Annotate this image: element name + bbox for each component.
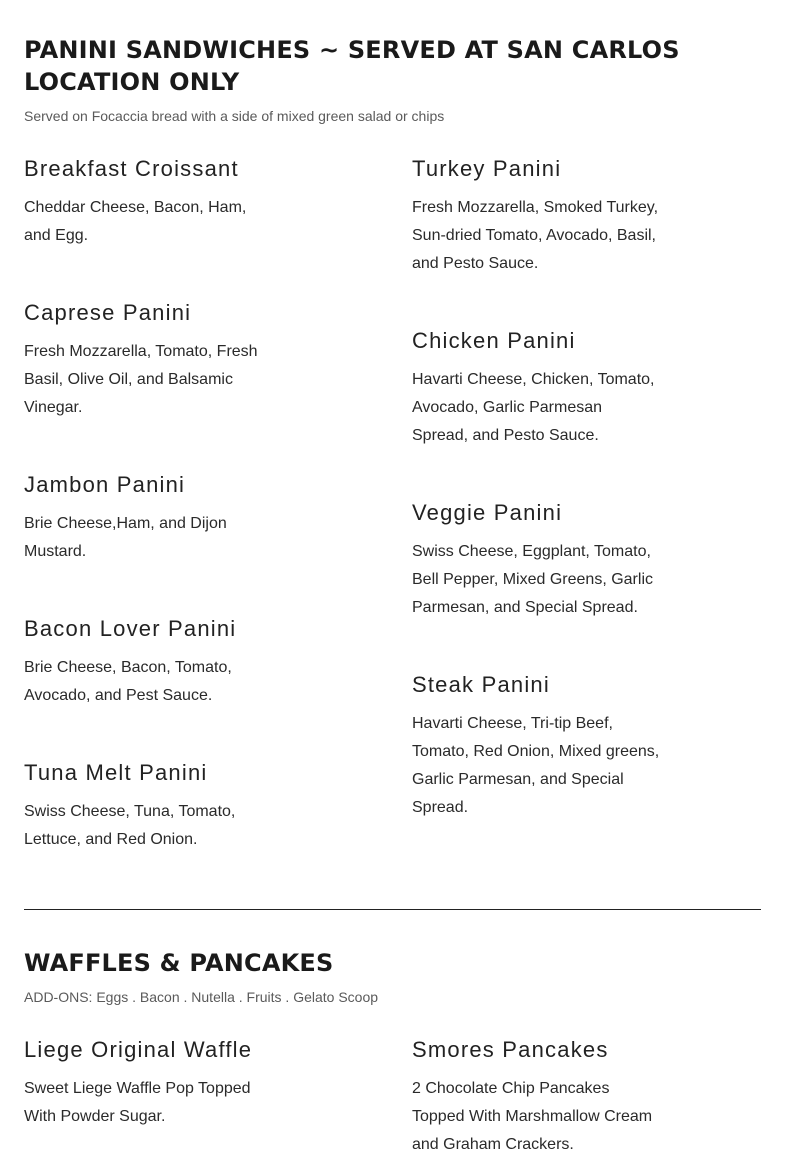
section-title: PANINI SANDWICHES ~ SERVED AT SAN CARLOS LOCATION ONLY — [24, 36, 680, 96]
item-description: Swiss Cheese, Tuna, Tomato, Lettuce, and Red Onion. — [24, 803, 236, 848]
waffles-section — [24, 947, 761, 1007]
item-description: Sweet Liege Waffle Pop Topped With Powder Sugar. — [24, 1080, 251, 1125]
menu-item — [24, 760, 324, 854]
item-description: Fresh Mozzarella, Smoked Turkey, Sun-dried Tomato, Avocado, Basil, and Pesto Sauce. — [412, 199, 659, 272]
section-subtitle: Served on Focaccia bread with a side of mixed green salad or chips — [24, 108, 445, 124]
panini-section — [24, 34, 761, 126]
section-title: WAFFLES & PANCAKES — [24, 949, 334, 977]
item-description: Fresh Mozzarella, Tomato, Fresh Basil, Olive Oil, and Balsamic Vinegar. — [24, 343, 258, 416]
menu-item — [24, 1037, 324, 1131]
menu-item — [24, 156, 324, 250]
menu-item — [412, 156, 712, 278]
menu-item — [412, 672, 712, 822]
menu-item — [412, 328, 712, 450]
menu-item — [412, 1037, 712, 1159]
item-name: Tuna Melt Panini — [24, 760, 208, 785]
item-name: Chicken Panini — [412, 328, 576, 353]
item-name: Caprese Panini — [24, 300, 192, 325]
item-description: Havarti Cheese, Chicken, Tomato, Avocado, Garlic Parmesan Spread, and Pesto Sauce. — [412, 371, 655, 444]
item-name: Veggie Panini — [412, 500, 563, 525]
section-subtitle: ADD-ONS: Eggs . Bacon . Nutella . Fruits . Gelato Scoop — [24, 989, 379, 1005]
item-description: Swiss Cheese, Eggplant, Tomato, Bell Pepper, Mixed Greens, Garlic Parmesan, and Special Spread. — [412, 543, 653, 616]
item-description: Havarti Cheese, Tri-tip Beef, Tomato, Red Onion, Mixed greens, Garlic Parmesan, and Special Spread. — [412, 715, 660, 816]
item-name: Bacon Lover Panini — [24, 616, 237, 641]
menu-item — [24, 616, 324, 710]
item-description: Brie Cheese,Ham, and Dijon Mustard. — [24, 515, 227, 560]
item-name: Smores Pancakes — [412, 1037, 609, 1062]
menu-item — [412, 500, 712, 622]
section-divider — [24, 909, 761, 910]
menu-item — [24, 300, 324, 422]
item-name: Turkey Panini — [412, 156, 562, 181]
item-description: Brie Cheese, Bacon, Tomato, Avocado, and Pest Sauce. — [24, 659, 232, 704]
item-name: Steak Panini — [412, 672, 550, 697]
item-name: Liege Original Waffle — [24, 1037, 253, 1062]
item-description: Cheddar Cheese, Bacon, Ham, and Egg. — [24, 199, 247, 244]
item-description: 2 Chocolate Chip Pancakes Topped With Marshmallow Cream and Graham Crackers. — [412, 1080, 653, 1153]
menu-item — [24, 472, 324, 566]
item-name: Jambon Panini — [24, 472, 186, 497]
item-name: Breakfast Croissant — [24, 156, 239, 181]
